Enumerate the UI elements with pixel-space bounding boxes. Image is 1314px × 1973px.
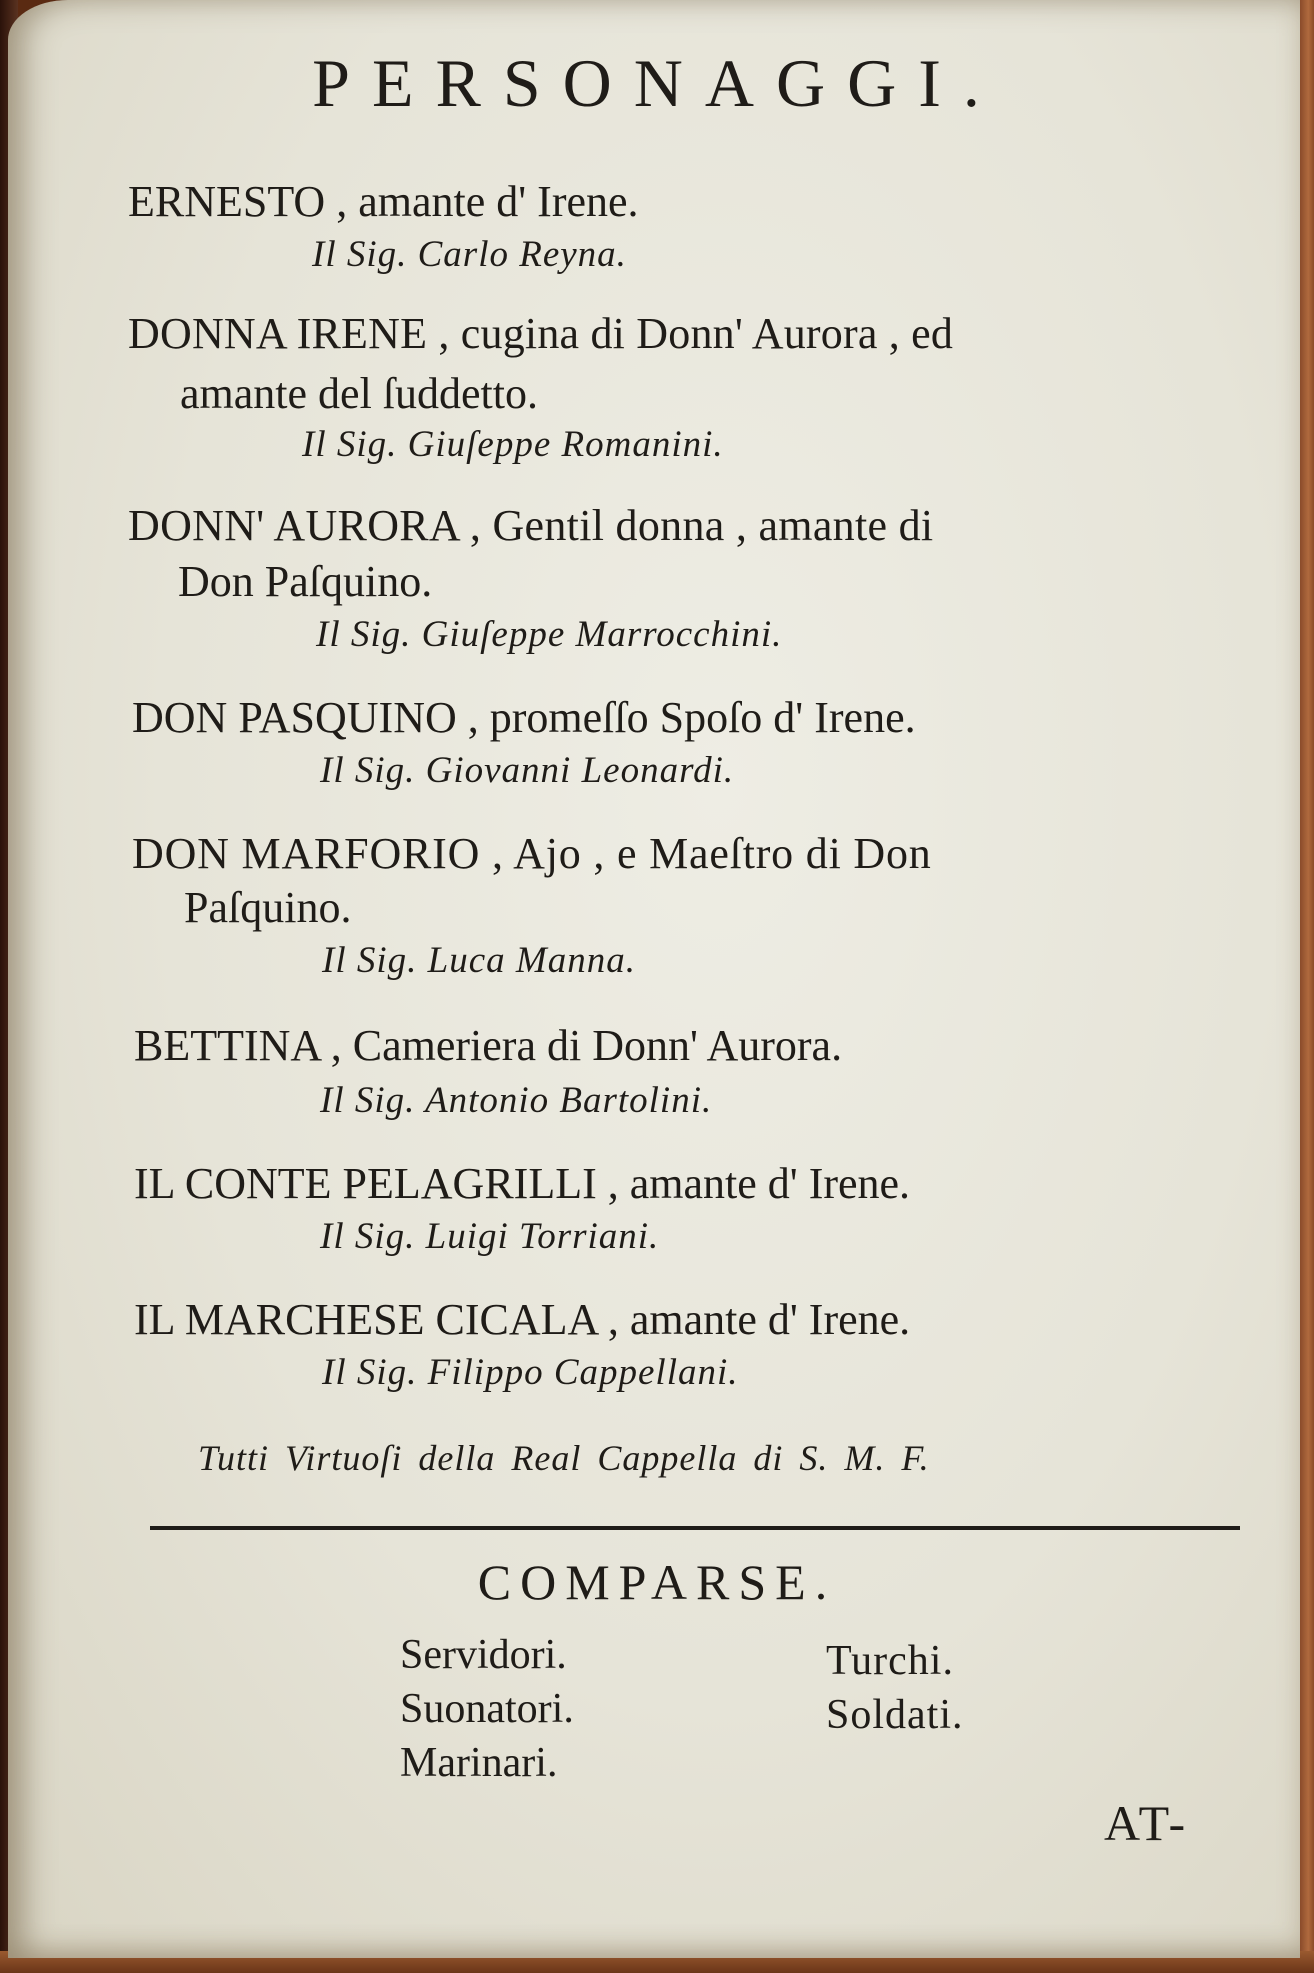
catchword: AT-: [1104, 1795, 1190, 1851]
actor-don-pasquino: Il Sig. Giovanni Leonardi.: [320, 750, 735, 791]
comparse-item: Suonatori.: [400, 1686, 574, 1732]
character-name-conte-pelagrilli: IL CONTE PELAGRILLI , amante d' Irene.: [134, 1159, 911, 1208]
character-name-don-marforio: DON MARFORIO , Ajo , e Maeſtro di Don: [132, 829, 932, 878]
actor-conte-pelagrilli: Il Sig. Luigi Torriani.: [320, 1216, 660, 1257]
comparse-heading: COMPARSE.: [477, 1554, 837, 1610]
character-desc-donn-aurora: Don Paſquino.: [178, 557, 433, 606]
actor-ernesto: Il Sig. Carlo Reyna.: [312, 234, 627, 275]
character-name-donna-irene: DONNA IRENE , cugina di Donn' Aurora , ed: [128, 309, 954, 358]
character-desc-donna-irene: amante del ſuddetto.: [180, 369, 538, 418]
actor-marchese-cicala: Il Sig. Filippo Cappellani.: [322, 1352, 739, 1393]
footnote-real-cappella: Tutti Virtuoſi della Real Cappella di S. M. F.: [198, 1438, 930, 1478]
comparse-item: Soldati.: [826, 1692, 964, 1738]
comparse-item: Servidori.: [400, 1632, 567, 1678]
comparse-item: Marinari.: [400, 1740, 558, 1786]
character-name-donn-aurora: DONN' AURORA , Gentil donna , amante di: [128, 501, 934, 550]
book-fore-edge: [1300, 0, 1314, 1973]
book-page: [8, 0, 1300, 1958]
character-name-don-pasquino: DON PASQUINO , promeſſo Spoſo d' Irene.: [132, 693, 916, 742]
actor-donna-irene: Il Sig. Giuſeppe Romanini.: [302, 424, 724, 465]
character-name-bettina: BETTINA , Cameriera di Donn' Aurora.: [134, 1021, 843, 1070]
character-desc-don-marforio: Paſquino.: [184, 883, 352, 932]
actor-bettina: Il Sig. Antonio Bartolini.: [320, 1080, 713, 1121]
horizontal-rule: [150, 1526, 1240, 1530]
character-name-ernesto: ERNESTO , amante d' Irene.: [128, 177, 639, 226]
page-title: PERSONAGGI.: [312, 45, 1002, 121]
comparse-item: Turchi.: [826, 1638, 954, 1684]
actor-don-marforio: Il Sig. Luca Manna.: [322, 940, 636, 981]
actor-donn-aurora: Il Sig. Giuſeppe Marrocchini.: [316, 614, 783, 655]
character-name-marchese-cicala: IL MARCHESE CICALA , amante d' Irene.: [134, 1295, 911, 1344]
